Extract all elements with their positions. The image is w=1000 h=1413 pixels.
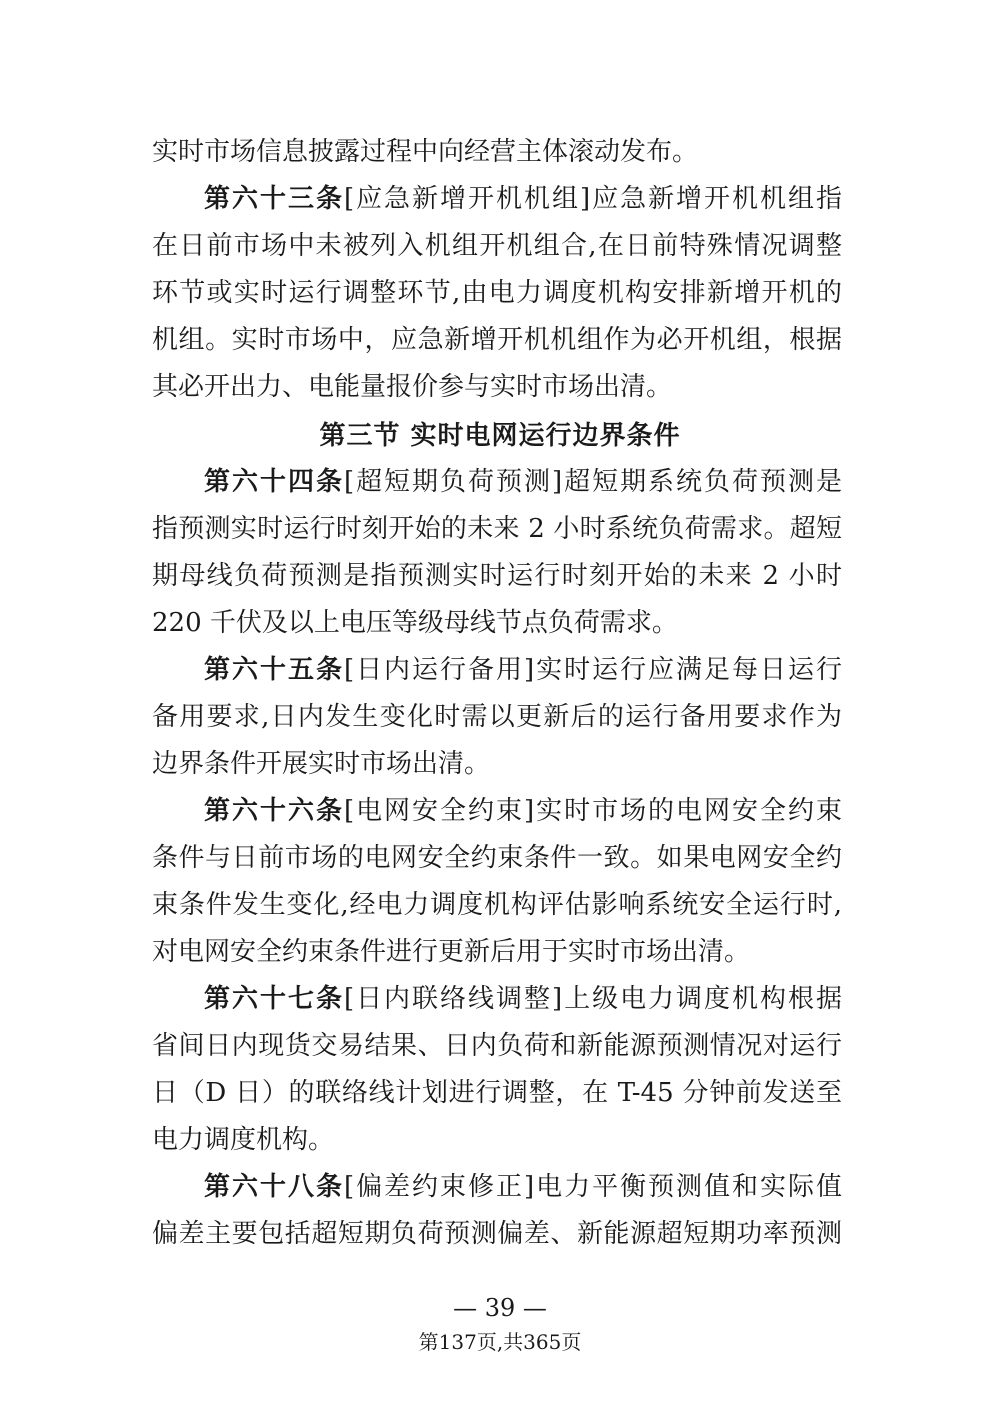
text-line: 在日前市场中未被列入机组开机组合,在日前特殊情况调整 (152, 231, 842, 261)
article-number: 第六十三条 (204, 184, 344, 214)
text-line: 实时市场信息披露过程中向经营主体滚动发布。 (152, 137, 699, 167)
article-63-line (204, 177, 842, 221)
page-number: — 39 — (453, 1294, 547, 1322)
page-footer: 第137页,共365页 (418, 1330, 582, 1354)
text-line: 期母线负荷预测是指预测实时运行时刻开始的未来 2 小时 (152, 561, 842, 591)
article-66-line (204, 789, 842, 833)
text-line: 偏差主要包括超短期负荷预测偏差、新能源超短期功率预测 (152, 1219, 842, 1249)
article-65-line (204, 648, 842, 692)
text-line: 指预测实时运行时刻开始的未来 2 小时系统负荷需求。超短 (152, 514, 842, 544)
text-line: 备用要求,日内发生变化时需以更新后的运行备用要求作为 (152, 702, 842, 732)
article-64-line (204, 460, 842, 504)
text-line: 条件与日前市场的电网安全约束条件一致。如果电网安全约 (152, 843, 842, 873)
article-text: [应急新增开机机组]应急新增开机机组指 (343, 184, 842, 214)
article-text: [超短期负荷预测]超短期系统负荷预测是 (343, 467, 842, 497)
article-text: [日内联络线调整]上级电力调度机构根据 (343, 984, 842, 1014)
text-line: 束条件发生变化,经电力调度机构评估影响系统安全运行时, (152, 890, 842, 920)
section-heading: 第三节 实时电网运行边界条件 (319, 421, 681, 451)
article-number: 第六十七条 (204, 984, 344, 1014)
text-line: 环节或实时运行调整环节,由电力调度机构安排新增开机的 (152, 278, 842, 308)
text-line: 其必开出力、电能量报价参与实时市场出清。 (152, 372, 673, 402)
article-67-line (204, 977, 842, 1021)
text-line: 220 千伏及以上电压等级母线节点负荷需求。 (152, 608, 678, 638)
article-number: 第六十五条 (204, 655, 344, 685)
text-line: 机组。实时市场中，应急新增开机机组作为必开机组，根据 (152, 325, 842, 355)
text-line: 对电网安全约束条件进行更新后用于实时市场出清。 (152, 937, 751, 967)
text-line: 日（D 日）的联络线计划进行调整，在 T-45 分钟前发送至 (152, 1078, 842, 1108)
article-text: [日内运行备用]实时运行应满足每日运行 (343, 655, 842, 685)
article-number: 第六十四条 (204, 467, 344, 497)
article-number: 第六十六条 (204, 796, 344, 826)
article-text: [电网安全约束]实时市场的电网安全约束 (343, 796, 842, 826)
text-line: 省间日内现货交易结果、日内负荷和新能源预测情况对运行 (152, 1031, 842, 1061)
article-number: 第六十八条 (204, 1172, 344, 1202)
text-line: 边界条件开展实时市场出清。 (152, 749, 491, 779)
article-68-line (204, 1165, 842, 1209)
article-text: [偏差约束修正]电力平衡预测值和实际值 (343, 1172, 842, 1202)
text-line: 电力调度机构。 (152, 1125, 335, 1155)
